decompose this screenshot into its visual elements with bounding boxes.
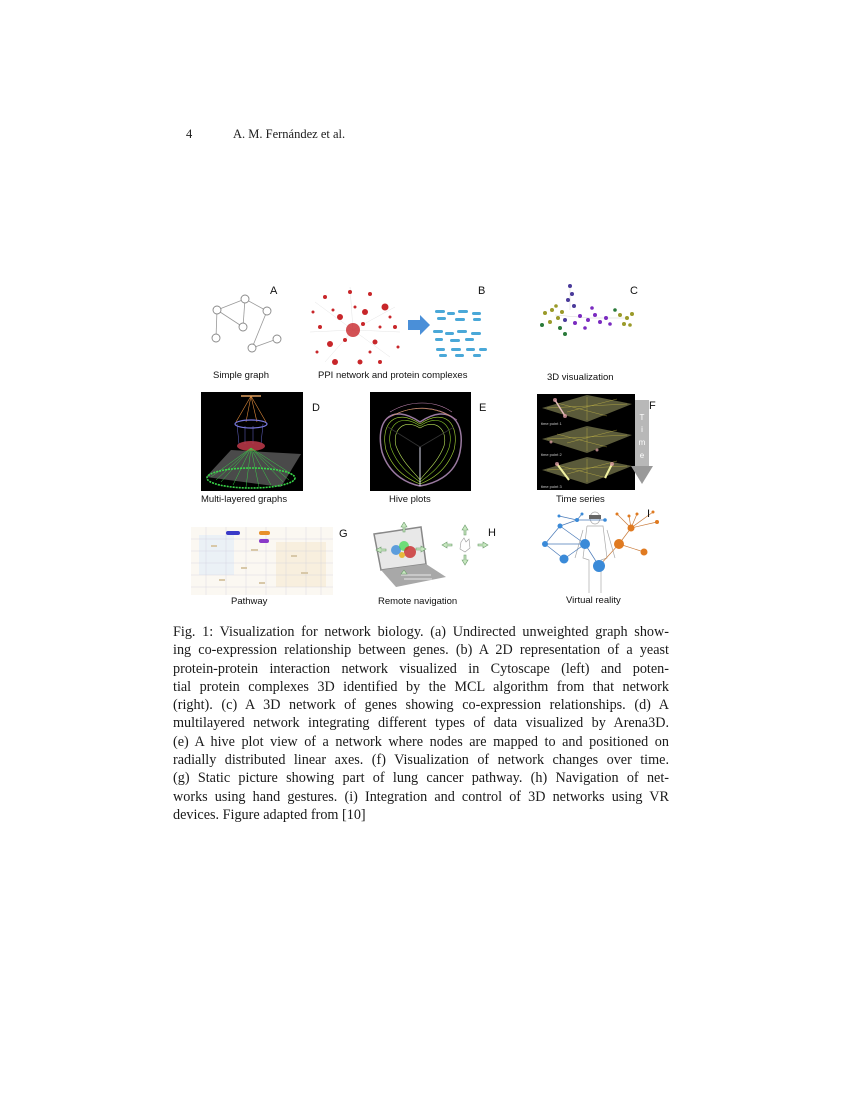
running-authors: A. M. Fernández et al. [233,127,346,141]
panel-caption-d: Multi-layered graphs [201,494,288,505]
3d-network-image [530,280,645,345]
panel-caption-b: PPI network and protein complexes [318,370,468,381]
panel-caption-h: Remote navigation [378,596,458,607]
caption-line: devices. Figure adapted from [10] [173,806,366,823]
panel-caption-f: Time series [556,494,605,505]
panel-label-c: C [630,285,638,297]
panel-d-multilayered-graph [201,392,303,491]
running-header [186,127,345,142]
caption-line: radially distributed linear axes. (f) Visualization of network changes over time. [173,752,669,769]
panel-caption-i: Virtual reality [566,595,621,606]
simple-graph-image [195,288,295,363]
virtual-reality-image [537,508,662,593]
caption-line: works using hand gestures. (i) Integration and control of 3D networks using VR [173,788,669,805]
human-figure [575,512,615,593]
panel-g-pathway [191,527,333,595]
caption-line: ing co-expression relationship between genes. (b) A 2D representation of a yeast [173,642,669,659]
time-point-3-label: time point 3 [541,484,562,489]
svg-text:m: m [638,438,646,447]
time-point-2-label: time point 2 [541,452,562,457]
caption-line: protein-protein interaction network visualized in Cytoscape (left) and poten- [173,660,669,677]
ppi-network-image [305,282,495,372]
caption-line: Fig. 1: Visualization for network biology. (a) Undirected unweighted graph show- [173,624,669,640]
panel-caption-c: 3D visualization [547,372,614,383]
panel-f-time-series [537,394,635,490]
panel-label-f: F [649,400,656,412]
caption-line: (right). (c) A 3D network of genes showing co-expression relationships. (d) A [173,697,669,714]
panel-caption-e: Hive plots [389,494,431,505]
panel-label-h: H [488,527,496,539]
time-arrow-icon [631,400,653,485]
time-point-1-label: time point 1 [541,421,562,426]
panel-label-d: D [312,402,320,414]
panel-c-3d-visualization [530,280,645,345]
svg-text:e: e [639,451,645,460]
panel-e-hive-plot [370,392,471,491]
multilayer-graph-image [201,392,303,491]
page-number: 4 [186,127,193,141]
panel-i-virtual-reality [537,508,662,593]
pathway-image [191,527,333,595]
panel-caption-a: Simple graph [213,370,269,381]
svg-text:T: T [639,413,645,422]
hive-plot-image [370,392,471,491]
figure-caption [173,623,669,824]
remote-navigation-image [366,522,491,592]
panel-a-simple-graph [195,288,295,363]
hand-gesture-icon [460,538,470,552]
panel-caption-g: Pathway [231,596,268,607]
caption-line: multilayered network integrating different types of data visualized by Arena3D. [173,715,669,732]
panel-label-g: G [339,528,348,540]
time-series-image [537,394,635,490]
panel-b-ppi-network [305,282,495,372]
panel-label-e: E [479,402,487,414]
panel-label-a: A [270,285,278,297]
caption-line: (g) Static picture showing part of lung cancer pathway. (h) Navigation of net- [173,770,669,787]
svg-text:i: i [641,425,643,434]
panel-h-remote-navigation [366,522,491,592]
panel-label-i: I [647,508,651,520]
caption-line: tial protein complexes 3D identified by the MCL algorithm from that network [173,678,669,695]
panel-label-b: B [478,285,486,297]
caption-line: (e) A hive plot view of a network where nodes are mapped to and positioned on [173,733,669,750]
